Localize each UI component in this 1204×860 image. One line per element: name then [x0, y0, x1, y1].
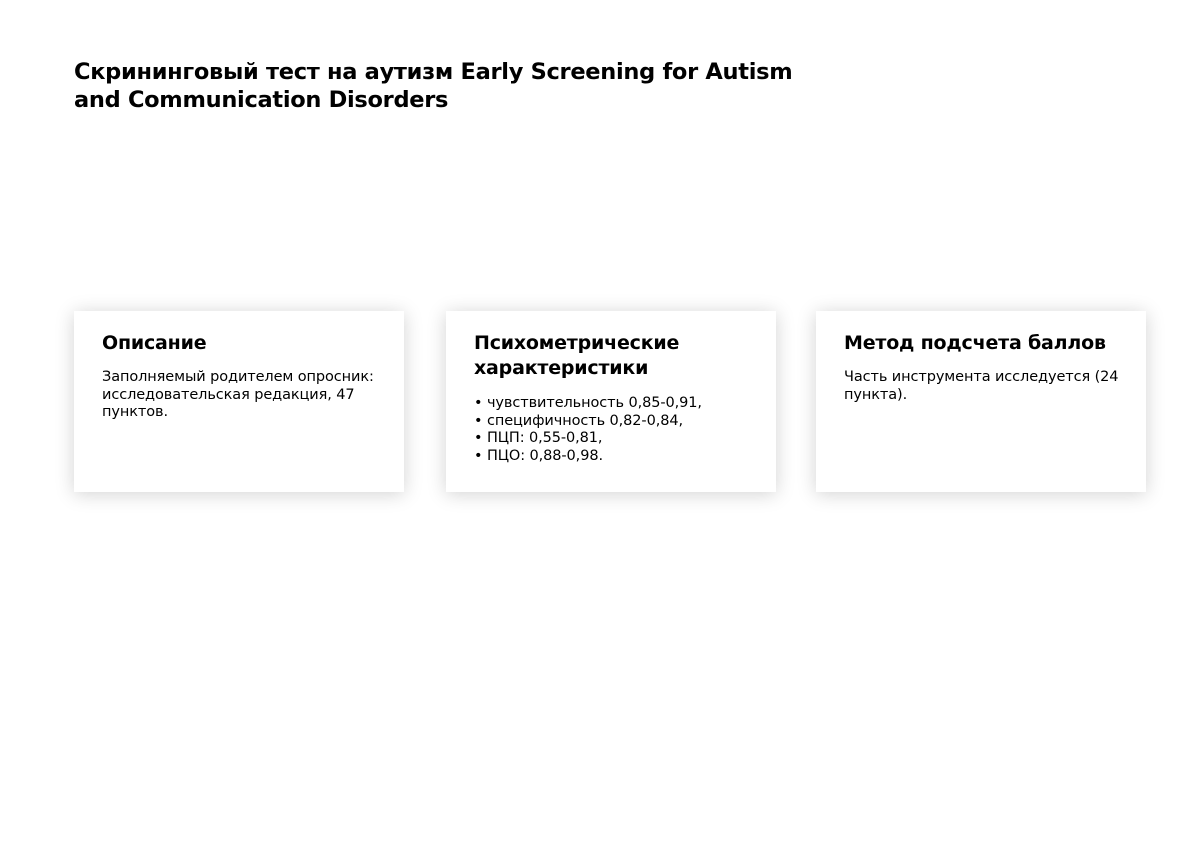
list-item: • чувствительность 0,85-0,91,: [474, 395, 754, 413]
psychometrics-card: [446, 311, 776, 492]
list-item: • ПЦП: 0,55-0,81,: [474, 430, 754, 448]
scoring-method-heading: Метод подсчета баллов: [844, 332, 1106, 354]
page-title: Скрининговый тест на аутизм Early Screening for Autism and Communication Disorders: [74, 59, 793, 113]
list-item: • специфичность 0,82-0,84,: [474, 413, 754, 431]
scoring-method-text: Часть инструмента исследуется (24 пункта).: [844, 369, 1119, 403]
description-heading: Описание: [102, 332, 207, 354]
list-item: • ПЦО: 0,88-0,98.: [474, 448, 754, 466]
description-text: Заполняемый родителем опросник: исследовательская редакция, 47 пунктов.: [102, 369, 374, 420]
scoring-method-card: [816, 311, 1146, 492]
psychometrics-list: [474, 395, 754, 465]
description-card: [74, 311, 404, 492]
psychometrics-heading: Психометрические характеристики: [474, 332, 680, 379]
